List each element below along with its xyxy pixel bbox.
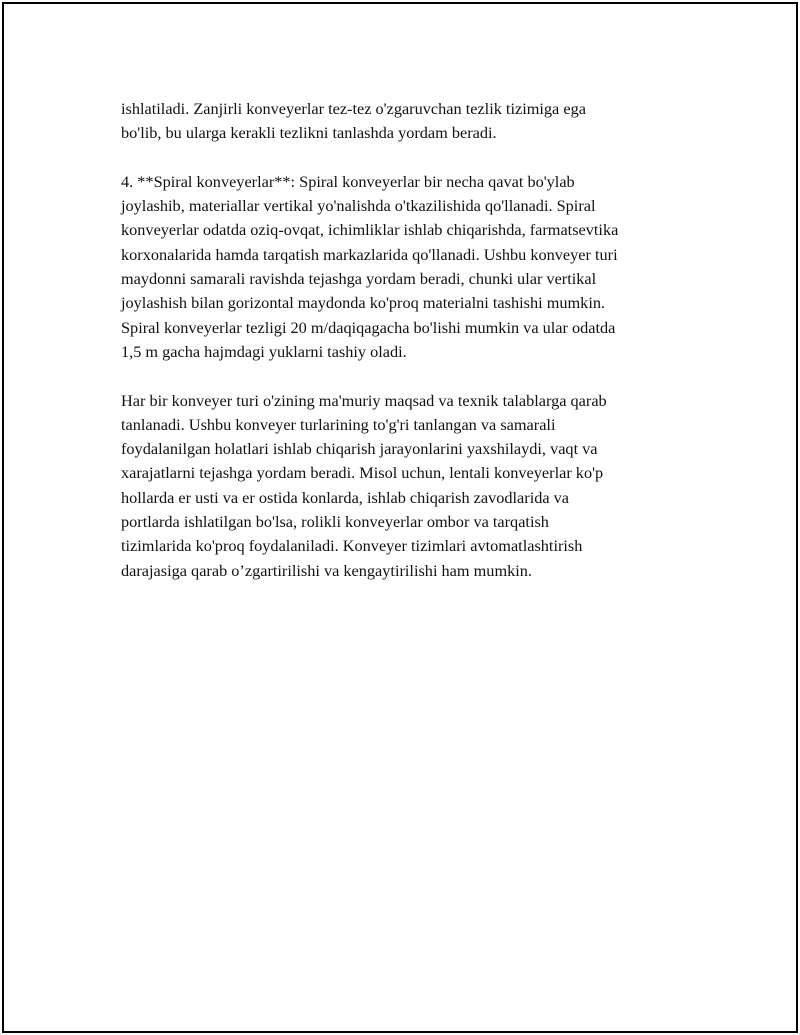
paragraph-chain-conveyors-continued (121, 97, 701, 146)
text-line: 1,5 m gacha hajmdagi yuklarni tashiy oladi. (121, 341, 407, 361)
text-line: Spiral konveyerlar tezligi 20 m/daqiqagacha bo'lishi mumkin va ular odatda (121, 317, 616, 337)
text-line: joylashib, materiallar vertikal yo'nalishda o'tkazilishida qo'llanadi. Spiral (121, 196, 596, 216)
document-page (2, 2, 798, 1033)
text-line: konveyerlar odatda oziq-ovqat, ichimliklar ishlab chiqarishda, farmatsevtika (121, 220, 619, 240)
text-line: 4. **Spiral konveyerlar**: Spiral konveyerlar bir necha qavat bo'ylab (121, 171, 575, 191)
text-line: maydonni samarali ravishda tejashga yordam beradi, chunki ular vertikal (121, 269, 597, 289)
text-line: ishlatiladi. Zanjirli konveyerlar tez-tez o'zgaruvchan tezlik tizimiga ega (121, 99, 586, 118)
text-line: joylashish bilan gorizontal maydonda ko'proq materialni tashishi mumkin. (121, 293, 606, 313)
text-line: tizimlarida ko'proq foydalaniladi. Konveyer tizimlari avtomatlashtirish (121, 536, 583, 556)
text-line: xarajatlarni tejashga yordam beradi. Misol uchun, lentali konveyerlar ko'p (121, 463, 604, 483)
text-line: hollarda er usti va er ostida konlarda, ishlab chiqarish zavodlarida va (121, 487, 570, 507)
text-line: korxonalarida hamda tarqatish markazlarida qo'llanadi. Ushbu konveyer turi (121, 244, 618, 264)
document-body (121, 97, 701, 607)
text-line: foydalanilgan holatlari ishlab chiqarish jarayonlarini yaxshilaydi, vaqt va (121, 439, 598, 459)
text-line: darajasiga qarab o’zgartirilishi va kengaytirilishi ham mumkin. (121, 560, 532, 580)
text-line: portlarda ishlatilgan bo'lsa, rolikli konveyerlar ombor va tarqatish (121, 512, 549, 532)
paragraph-conclusion (121, 389, 701, 583)
text-line: Har bir konveyer turi o'zining ma'muriy maqsad va texnik talablarga qarab (121, 390, 607, 410)
text-line: bo'lib, bu ularga kerakli tezlikni tanlashda yordam beradi. (121, 123, 497, 143)
text-line: tanlanadi. Ushbu konveyer turlarining to'g'ri tanlangan va samarali (121, 414, 556, 434)
paragraph-spiral-conveyors (121, 170, 701, 364)
